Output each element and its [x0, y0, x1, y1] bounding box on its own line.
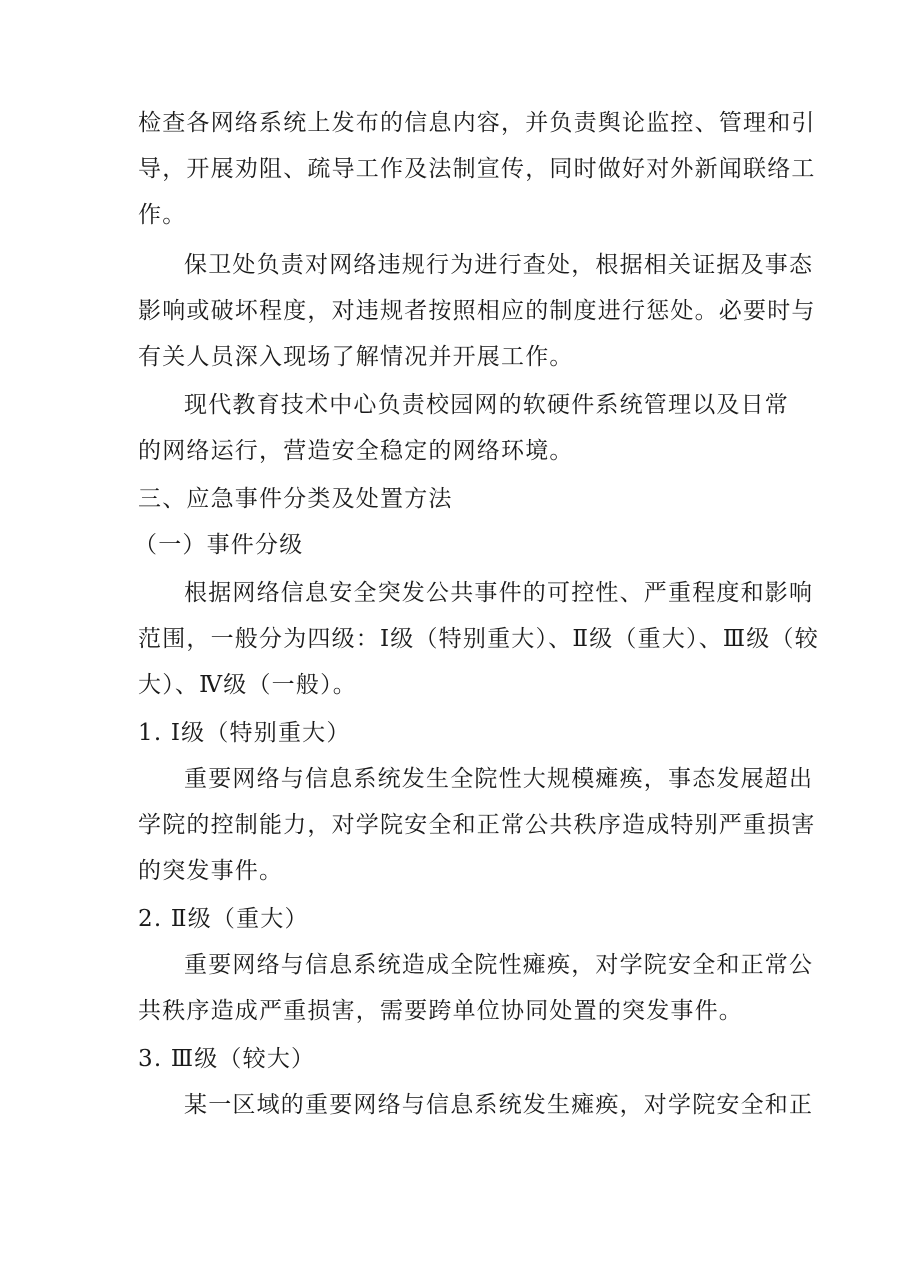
paragraph-line: 大）、Ⅳ级（一般）。: [138, 672, 357, 698]
paragraph-line: 影响或破坏程度，对违规者按照相应的制度进行惩处。必要时与: [138, 298, 816, 324]
paragraph-line: 导，开展劝阻、疏导工作及法制宣传，同时做好对外新闻联络工: [138, 156, 816, 182]
level-heading: 3. Ⅲ级（较大）: [138, 1046, 316, 1072]
paragraph-line: 的突发事件。: [138, 858, 284, 884]
paragraph-line: 有关人员深入现场了解情况并开展工作。: [138, 344, 574, 370]
paragraph-line: 重要网络与信息系统发生全院性大规模瘫痪，事态发展超出: [184, 766, 814, 792]
section-heading: 三、应急事件分类及处置方法: [138, 486, 453, 512]
paragraph-line: 范围，一般分为四级：Ⅰ级（特别重大）、Ⅱ级（重大）、Ⅲ级（较: [138, 626, 819, 652]
paragraph-line: 保卫处负责对网络违规行为进行查处，根据相关证据及事态: [184, 252, 814, 278]
paragraph-line: 现代教育技术中心负责校园网的软硬件系统管理以及日常: [184, 392, 789, 418]
paragraph-line: 共秩序造成严重损害，需要跨单位协同处置的突发事件。: [138, 998, 743, 1024]
paragraph-line: 作。: [138, 202, 187, 228]
level-heading: 1. Ⅰ级（特别重大）: [138, 720, 351, 746]
paragraph-line: 重要网络与信息系统造成全院性瘫痪，对学院安全和正常公: [184, 952, 814, 978]
paragraph-line: 检查各网络系统上发布的信息内容，并负责舆论监控、管理和引: [138, 110, 816, 136]
paragraph-line: 的网络运行，营造安全稳定的网络环境。: [138, 438, 574, 464]
subsection-heading: （一）事件分级: [134, 532, 304, 558]
paragraph-line: 根据网络信息安全突发公共事件的可控性、严重程度和影响: [184, 580, 814, 606]
level-heading: 2. Ⅱ级（重大）: [138, 906, 309, 932]
paragraph-line: 某一区域的重要网络与信息系统发生瘫痪，对学院安全和正: [184, 1092, 814, 1118]
paragraph-line: 学院的控制能力，对学院安全和正常公共秩序造成特别严重损害: [138, 812, 816, 838]
